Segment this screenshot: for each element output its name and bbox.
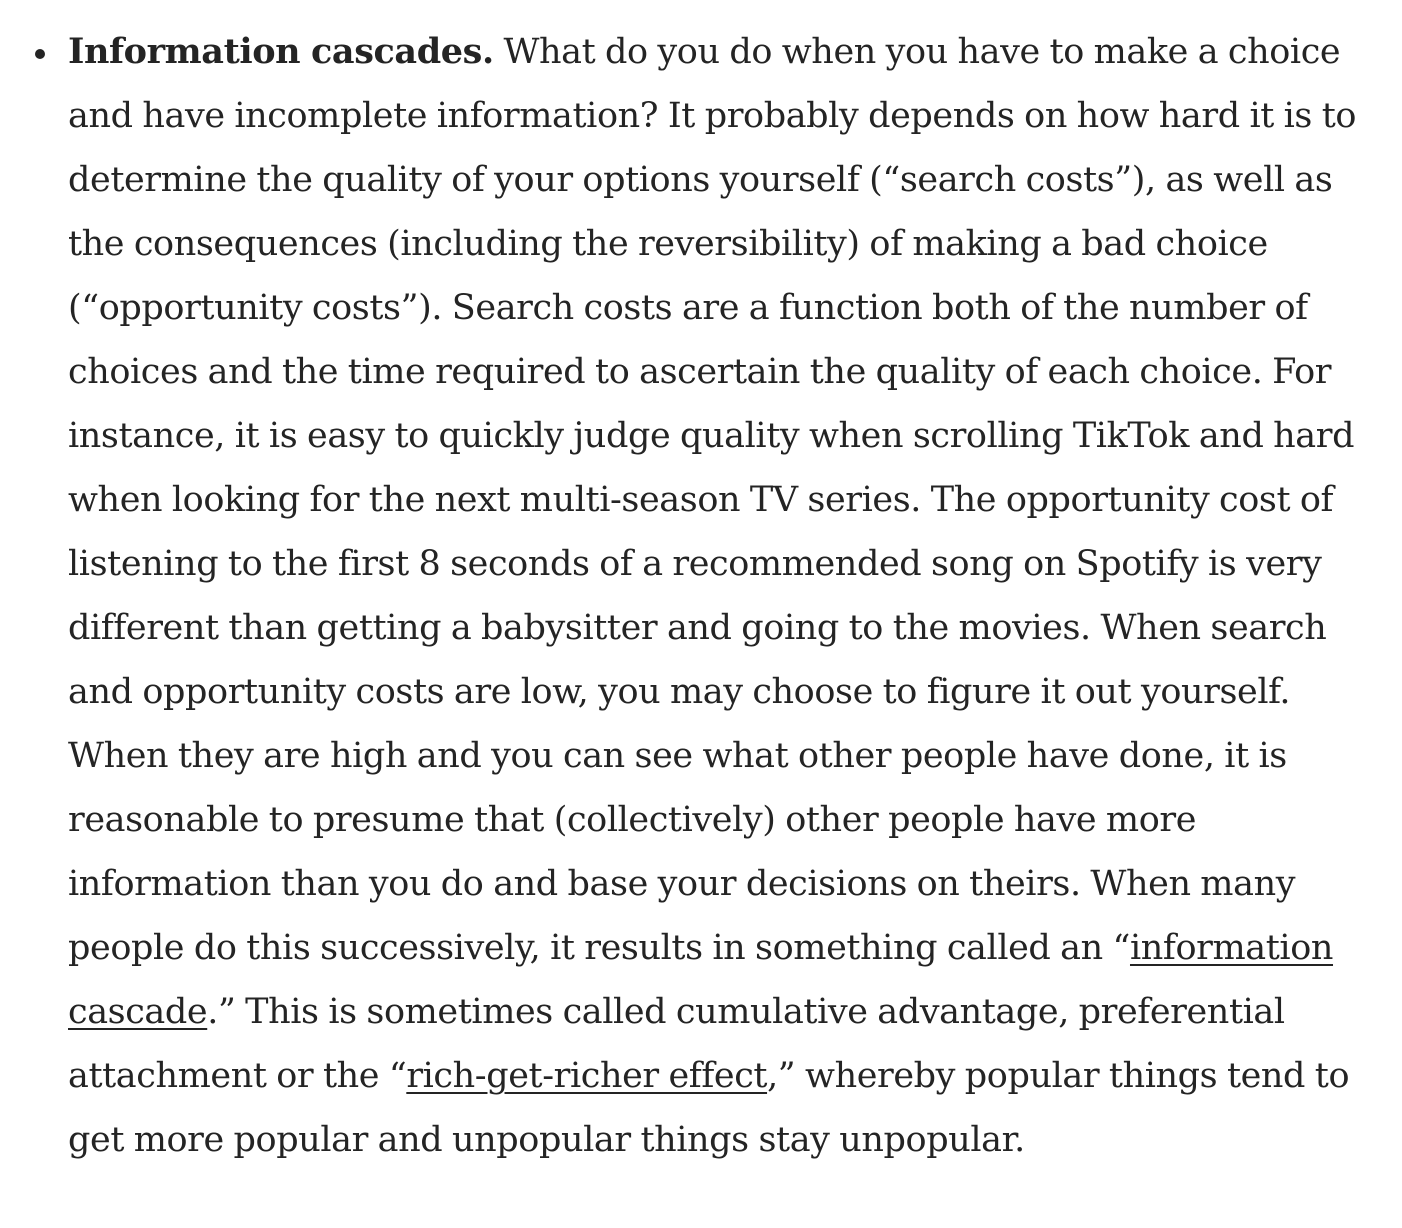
paragraph-text: What do you do when you have to make a choice and have incomplete information? It probably depends on how hard it is to determine the quality of your options yourself (“search costs”), as well as the consequences (including the reversibility) of making a bad choice (“opportunity costs”). Search costs are a function both of the number of choices and the time required to ascertain the quality of each choice. For instance, it is easy to quickly judge quality when scrolling TikTok and hard when looking for the next multi-season TV series. The opportunity cost of listening to the first 8 seconds of a recommended song on Spotify is very different than getting a babysitter and going to the movies. When search and opportunity costs are low, you may choose to figure it out yourself. When they are high and you can see what other people have done, it is reasonable to presume that (collectively) other people have more information than you do and base your decisions on theirs. When many people do this successively, it results in something called an “: [68, 32, 1357, 968]
rich-get-richer-effect-link[interactable]: rich-get-richer effect: [406, 1056, 768, 1096]
information-cascade-link[interactable]: information cascade: [68, 928, 1334, 1032]
bullet-dot-icon: [35, 49, 45, 59]
list-item-information-cascades: [68, 20, 1358, 1172]
bullet-lead-heading: Information cascades.: [68, 31, 494, 72]
paragraph-text-ending: ,” whereby popular things tend to get more popular and unpopular things stay unpopular.: [68, 1056, 1350, 1160]
paragraph-text-continued: .” This is sometimes called cumulative advantage, preferential attachment or the “: [68, 992, 1285, 1096]
